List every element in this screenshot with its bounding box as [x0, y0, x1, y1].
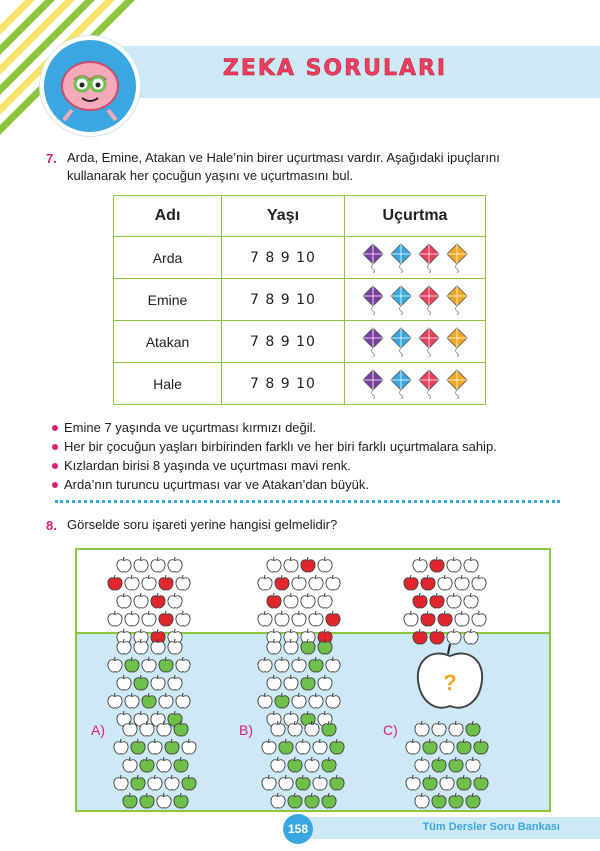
white-apple-icon [291, 610, 307, 627]
option-c-label[interactable]: C) [383, 722, 398, 738]
green-apple-icon [133, 674, 149, 691]
white-apple-icon [107, 610, 123, 627]
white-apple-icon [448, 720, 464, 737]
clue-item: Arda’nın turuncu uçurtması var ve Atakan’dan büyük. [52, 475, 497, 494]
table-row [114, 321, 486, 363]
white-apple-icon [295, 738, 311, 755]
white-apple-icon [122, 720, 138, 737]
white-apple-icon [175, 656, 191, 673]
green-apple-icon [304, 792, 320, 809]
question-8-text: Görselde soru işareti yerine hangisi gelmelidir? [67, 517, 338, 532]
white-apple-icon [405, 774, 421, 791]
red-apple-icon [325, 610, 341, 627]
white-apple-icon [439, 774, 455, 791]
table-row [114, 237, 486, 279]
red-apple-icon [403, 574, 419, 591]
white-apple-icon [122, 756, 138, 773]
white-apple-icon [147, 774, 163, 791]
question-mark: ? [443, 670, 457, 695]
apple-grid-red-2 [257, 556, 342, 646]
green-apple-icon [173, 792, 189, 809]
green-apple-icon [124, 656, 140, 673]
question-7-line1: Arda, Emine, Atakan ve Hale’nin birer uçurtması vardır. Aşağıdaki ipuçlarını [67, 150, 500, 165]
white-apple-icon [325, 574, 341, 591]
white-apple-icon [291, 574, 307, 591]
page-title: ZEKA SORULARI [222, 56, 448, 81]
header-age: Yaşı [222, 196, 345, 237]
apple-grid-option-a[interactable] [113, 720, 198, 810]
green-apple-icon [287, 792, 303, 809]
clue-list [52, 418, 497, 494]
green-apple-icon [321, 720, 337, 737]
white-apple-icon [181, 738, 197, 755]
green-apple-icon [300, 638, 316, 655]
white-apple-icon [150, 674, 166, 691]
green-apple-icon [431, 756, 447, 773]
white-apple-icon [403, 610, 419, 627]
kite-options [345, 237, 486, 279]
red-apple-icon [300, 556, 316, 573]
white-apple-icon [291, 692, 307, 709]
white-apple-icon [463, 556, 479, 573]
white-apple-icon [150, 556, 166, 573]
orange-kite-icon [445, 285, 469, 315]
white-apple-icon [257, 692, 273, 709]
white-apple-icon [257, 610, 273, 627]
white-apple-icon [266, 674, 282, 691]
green-apple-icon [287, 756, 303, 773]
white-apple-icon [141, 574, 157, 591]
child-name: Emine [114, 279, 222, 321]
table-row [114, 279, 486, 321]
white-apple-icon [454, 610, 470, 627]
red-apple-icon [266, 592, 282, 609]
white-apple-icon [113, 738, 129, 755]
white-apple-icon [158, 692, 174, 709]
white-apple-icon [124, 692, 140, 709]
green-apple-icon [448, 756, 464, 773]
green-apple-icon [456, 774, 472, 791]
white-apple-icon [113, 774, 129, 791]
white-apple-icon [139, 720, 155, 737]
section-divider [55, 500, 560, 503]
green-apple-icon [300, 674, 316, 691]
red-apple-icon [274, 574, 290, 591]
option-a-label[interactable]: A) [91, 722, 105, 738]
white-apple-icon [270, 756, 286, 773]
white-apple-icon [141, 656, 157, 673]
white-apple-icon [317, 556, 333, 573]
green-apple-icon [295, 774, 311, 791]
white-apple-icon [164, 774, 180, 791]
white-apple-icon [405, 738, 421, 755]
option-b-label[interactable]: B) [239, 722, 253, 738]
green-apple-icon [317, 638, 333, 655]
purple-kite-icon [361, 285, 385, 315]
red-apple-icon [107, 574, 123, 591]
white-apple-icon [133, 638, 149, 655]
apple-grid-red-3 [403, 556, 488, 646]
green-apple-icon [139, 756, 155, 773]
purple-kite-icon [361, 369, 385, 399]
white-apple-icon [465, 756, 481, 773]
question-apple-icon [412, 640, 488, 716]
apple-grid-option-b[interactable] [261, 720, 346, 810]
brain-mascot-logo [40, 36, 140, 136]
red-apple-icon [420, 574, 436, 591]
apple-grid-option-c[interactable] [405, 720, 490, 810]
title-banner [110, 46, 600, 98]
blue-kite-icon [389, 243, 413, 273]
green-apple-icon [431, 792, 447, 809]
white-apple-icon [175, 574, 191, 591]
white-apple-icon [116, 638, 132, 655]
white-apple-icon [270, 792, 286, 809]
white-apple-icon [283, 592, 299, 609]
blue-kite-icon [389, 285, 413, 315]
green-apple-icon [422, 738, 438, 755]
blue-kite-icon [389, 327, 413, 357]
green-apple-icon [465, 720, 481, 737]
white-apple-icon [287, 720, 303, 737]
red-kite-icon [417, 285, 441, 315]
green-apple-icon [130, 738, 146, 755]
green-apple-icon [329, 738, 345, 755]
age-options: 7 8 9 10 [222, 321, 345, 363]
white-apple-icon [124, 610, 140, 627]
green-apple-icon [473, 774, 489, 791]
white-apple-icon [283, 674, 299, 691]
clue-item: Kızlardan birisi 8 yaşında ve uçurtması mavi renk. [52, 456, 497, 475]
green-apple-icon [164, 738, 180, 755]
age-options: 7 8 9 10 [222, 279, 345, 321]
green-apple-icon [278, 738, 294, 755]
white-apple-icon [167, 638, 183, 655]
green-apple-icon [321, 756, 337, 773]
white-apple-icon [156, 720, 172, 737]
white-apple-icon [308, 692, 324, 709]
apple-grid-green-1 [107, 638, 192, 728]
book-title: Tüm Dersler Soru Bankası [422, 821, 560, 833]
green-apple-icon [473, 738, 489, 755]
white-apple-icon [150, 638, 166, 655]
white-apple-icon [274, 610, 290, 627]
white-apple-icon [147, 738, 163, 755]
green-apple-icon [141, 692, 157, 709]
green-apple-icon [173, 756, 189, 773]
white-apple-icon [317, 592, 333, 609]
age-options: 7 8 9 10 [222, 237, 345, 279]
blue-kite-icon [389, 369, 413, 399]
white-apple-icon [156, 756, 172, 773]
red-apple-icon [158, 610, 174, 627]
age-options: 7 8 9 10 [222, 363, 345, 405]
header-name: Adı [114, 196, 222, 237]
red-apple-icon [437, 610, 453, 627]
orange-kite-icon [445, 243, 469, 273]
white-apple-icon [291, 656, 307, 673]
orange-kite-icon [445, 369, 469, 399]
white-apple-icon [304, 720, 320, 737]
green-apple-icon [329, 774, 345, 791]
white-apple-icon [167, 556, 183, 573]
white-apple-icon [283, 556, 299, 573]
kite-options [345, 321, 486, 363]
white-apple-icon [133, 556, 149, 573]
white-apple-icon [454, 574, 470, 591]
apple-grid-green-2 [257, 638, 342, 728]
white-apple-icon [414, 792, 430, 809]
green-apple-icon [456, 738, 472, 755]
white-apple-icon [308, 574, 324, 591]
white-apple-icon [270, 720, 286, 737]
white-apple-icon [167, 592, 183, 609]
child-name: Atakan [114, 321, 222, 363]
red-apple-icon [158, 574, 174, 591]
white-apple-icon [261, 774, 277, 791]
white-apple-icon [107, 692, 123, 709]
green-apple-icon [274, 692, 290, 709]
white-apple-icon [274, 656, 290, 673]
green-apple-icon [139, 792, 155, 809]
question-7-number: 7. [46, 151, 57, 166]
white-apple-icon [446, 592, 462, 609]
white-apple-icon [439, 738, 455, 755]
white-apple-icon [463, 592, 479, 609]
child-name: Arda [114, 237, 222, 279]
green-apple-icon [181, 774, 197, 791]
red-kite-icon [417, 327, 441, 357]
red-apple-icon [412, 592, 428, 609]
white-apple-icon [141, 610, 157, 627]
footer-bar [300, 817, 600, 839]
white-apple-icon [471, 574, 487, 591]
white-apple-icon [266, 556, 282, 573]
child-name: Hale [114, 363, 222, 405]
white-apple-icon [175, 692, 191, 709]
white-apple-icon [116, 556, 132, 573]
page-number: 158 [283, 814, 313, 844]
orange-kite-icon [445, 327, 469, 357]
white-apple-icon [133, 592, 149, 609]
green-apple-icon [158, 656, 174, 673]
red-apple-icon [429, 592, 445, 609]
kite-options [345, 279, 486, 321]
red-kite-icon [417, 369, 441, 399]
brain-mascot-icon [44, 40, 136, 132]
clue-item: Emine 7 yaşında ve uçurtması kırmızı değil. [52, 418, 497, 437]
red-kite-icon [417, 243, 441, 273]
purple-kite-icon [361, 327, 385, 357]
white-apple-icon [116, 674, 132, 691]
white-apple-icon [300, 592, 316, 609]
white-apple-icon [317, 674, 333, 691]
white-apple-icon [412, 556, 428, 573]
white-apple-icon [257, 656, 273, 673]
white-apple-icon [266, 638, 282, 655]
white-apple-icon [471, 610, 487, 627]
apple-grid-red-1 [107, 556, 192, 646]
white-apple-icon [431, 720, 447, 737]
purple-kite-icon [361, 243, 385, 273]
question-7-line2: kullanarak her çocuğun yaşını ve uçurtmasını bul. [67, 168, 354, 183]
red-apple-icon [429, 556, 445, 573]
white-apple-icon [156, 792, 172, 809]
white-apple-icon [414, 720, 430, 737]
white-apple-icon [124, 574, 140, 591]
white-apple-icon [107, 656, 123, 673]
white-apple-icon [175, 610, 191, 627]
white-apple-icon [325, 656, 341, 673]
white-apple-icon [312, 738, 328, 755]
green-apple-icon [465, 792, 481, 809]
red-apple-icon [420, 610, 436, 627]
table-row [114, 363, 486, 405]
green-apple-icon [321, 792, 337, 809]
white-apple-icon [308, 610, 324, 627]
white-apple-icon [167, 674, 183, 691]
white-apple-icon [325, 692, 341, 709]
white-apple-icon [414, 756, 430, 773]
white-apple-icon [278, 774, 294, 791]
white-apple-icon [437, 574, 453, 591]
white-apple-icon [116, 592, 132, 609]
white-apple-icon [261, 738, 277, 755]
green-apple-icon [130, 774, 146, 791]
green-apple-icon [422, 774, 438, 791]
white-apple-icon [283, 638, 299, 655]
red-apple-icon [150, 592, 166, 609]
green-apple-icon [173, 720, 189, 737]
white-apple-icon [446, 556, 462, 573]
question-8-number: 8. [46, 518, 57, 533]
green-apple-icon [448, 792, 464, 809]
kite-options [345, 363, 486, 405]
white-apple-icon [257, 574, 273, 591]
header-kite: Uçurtma [345, 196, 486, 237]
white-apple-icon [312, 774, 328, 791]
white-apple-icon [304, 756, 320, 773]
clue-item: Her bir çocuğun yaşları birbirinden farklı ve her biri farklı uçurtmalara sahip. [52, 437, 497, 456]
green-apple-icon [122, 792, 138, 809]
kite-table [113, 195, 486, 405]
green-apple-icon [308, 656, 324, 673]
